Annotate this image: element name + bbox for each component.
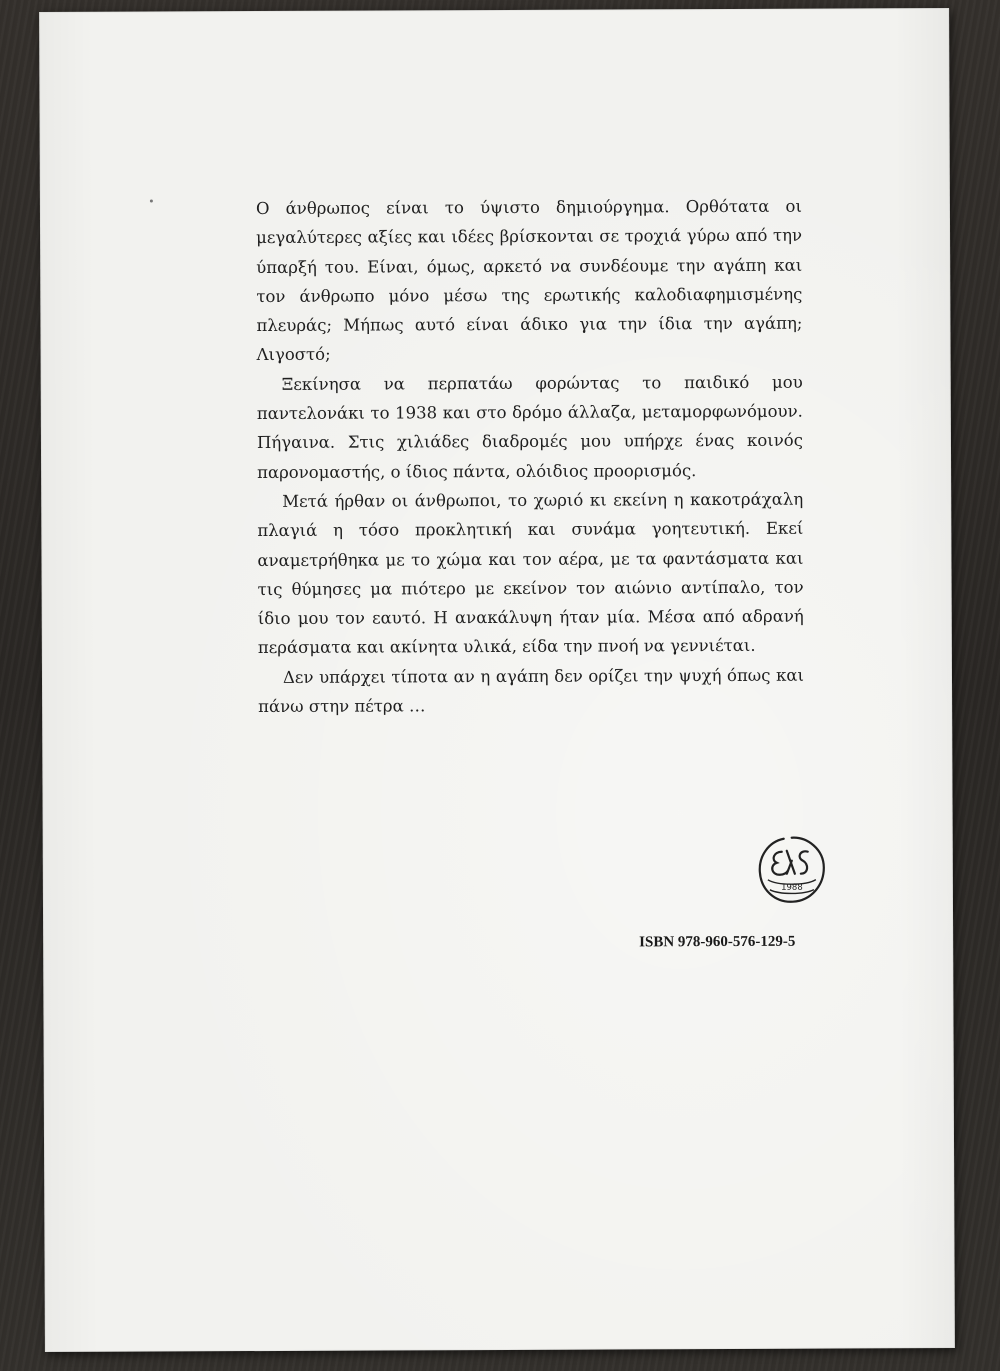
publisher-logo-icon [756,834,828,906]
publisher-logo-year: 1988 [781,882,803,893]
blurb-paragraph-4: Δεν υπάρχει τίποτα αν η αγάπη δεν ορίζει την ψυχή όπως και πάνω στην πέτρα … [258,665,805,717]
blurb-paragraph-3: Μετά ήρθαν οι άνθρωποι, το χωριό κι εκείνη η κακοτράχαλη πλαγιά η τόσο προκλητική και συνάμα γοητευτική. Εκεί αναμετρήθηκα με το χώμα και τον αέρα, με τα φαντάσματα και τις θύμησες μα πιότερο με εκείνον τον αιώνιο αντίπαλο, τον ίδιο μου τον εαυτό. Η ανακάλυψη ήταν μία. Μέσα από αδρανή περάσματα και ακίνητα υλικά, είδα την πνοή να γεννιέται. [257,489,804,658]
blurb-paragraph-2: Ξεκίνησα να περπατάω φορώντας το παιδικό μου παντελονάκι το 1938 και στο δρόμο άλλαζα, μεταμορφωνόμουν. Πήγαινα. Στις χιλιάδες διαδρομές μου υπήρχε ένας κοινός παρονομαστής, ο ίδιος πάντα, ολόιδιος προορισμός. [256,372,803,482]
book-back-cover [39,8,955,1352]
blurb-text [256,192,804,722]
blurb-paragraph-1: Ο άνθρωπος είναι το ύψιστο δημιούργημα. Ορθότατα οι μεγαλύτερες αξίες και ιδέες βρίσκονται σε τροχιά γύρω από την ύπαρξή του. Είναι, όμως, αρκετό να συνδέουμε την αγάπη και τον άνθρωπο μόνο μέσω της ερωτικής καλοδιαφημισμένης πλευράς; Μήπως αυτό είναι άδικο για την ίδια την αγάπη; Λιγοστό; [255,196,803,365]
isbn-number: ISBN 978-960-576-129-5 [639,933,796,951]
paper-speck [150,199,153,202]
